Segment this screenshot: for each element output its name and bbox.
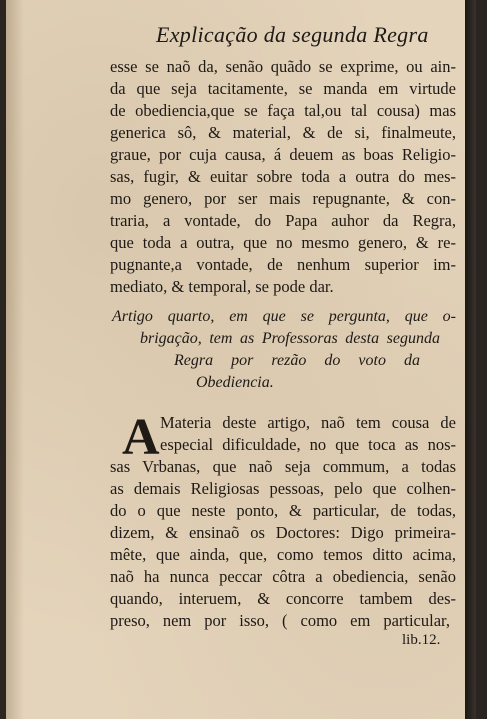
text-line: as demais Religiosas pessoas, pelo que colhen- <box>110 479 456 498</box>
heading-line: Obediencia. <box>196 374 274 391</box>
text-line: naõ ha nunca peccar côtra a obediencia, senão <box>110 567 456 586</box>
book-page <box>6 0 476 719</box>
text-line: do o que neste ponto, & particular, de todas, <box>110 501 456 520</box>
text-line: sas, fugir, & euitar sobre toda a outra do mes- <box>110 167 456 186</box>
text-line: quando, interuem, & concorre tambem des- <box>110 589 456 608</box>
text-line: graue, por cuja causa, á deuem as boas Religio- <box>110 145 456 164</box>
text-line: mo genero, por ser mais repugnante, & con- <box>110 189 456 208</box>
text-line: generica sô, & material, & de si, finalmeute, <box>110 123 456 142</box>
heading-line: Regra por rezão do voto da <box>174 352 420 369</box>
text-line: de obediencia,que se faça tal,ou tal cousa) mas <box>110 101 456 120</box>
page-edge <box>465 0 476 719</box>
drop-cap: A <box>122 409 160 466</box>
text-line: esse se naõ da, senão quãdo se exprime, ou ain- <box>110 57 456 76</box>
text-line: da que seja tacitamente, se manda em virtude <box>110 79 456 98</box>
text-line: Materia deste artigo, naõ tem cousa de <box>160 413 456 432</box>
text-line: mête, que ainda, que, como temos ditto acima, <box>110 545 456 564</box>
text-line: especial dificuldade, no que toca as nos- <box>160 435 456 454</box>
text-line: sas Vrbanas, que naõ seja commum, a todas <box>110 457 456 476</box>
heading-line: brigação, tem as Professoras desta segunda <box>140 330 440 347</box>
text-line: mediato, & temporal, se pode dar. <box>110 277 334 296</box>
heading-line: Artigo quarto, em que se pergunta, que o- <box>112 308 456 325</box>
running-title: Explicação da segunda Regra <box>156 22 429 47</box>
text-line: que toda a outra, que no mesmo genero, & re- <box>110 233 456 252</box>
catchword: lib.12. <box>402 632 441 648</box>
text-line: dizem, & ensinaõ os Doctores: Digo primeira- <box>110 523 456 542</box>
text-line: pugnante,a vontade, de nenhum superior im- <box>110 255 456 274</box>
text-line: preso, nem por isso, ( como em particular, <box>110 611 450 630</box>
text-line: traria, a vontade, do Papa auhor da Regra, <box>110 211 456 230</box>
